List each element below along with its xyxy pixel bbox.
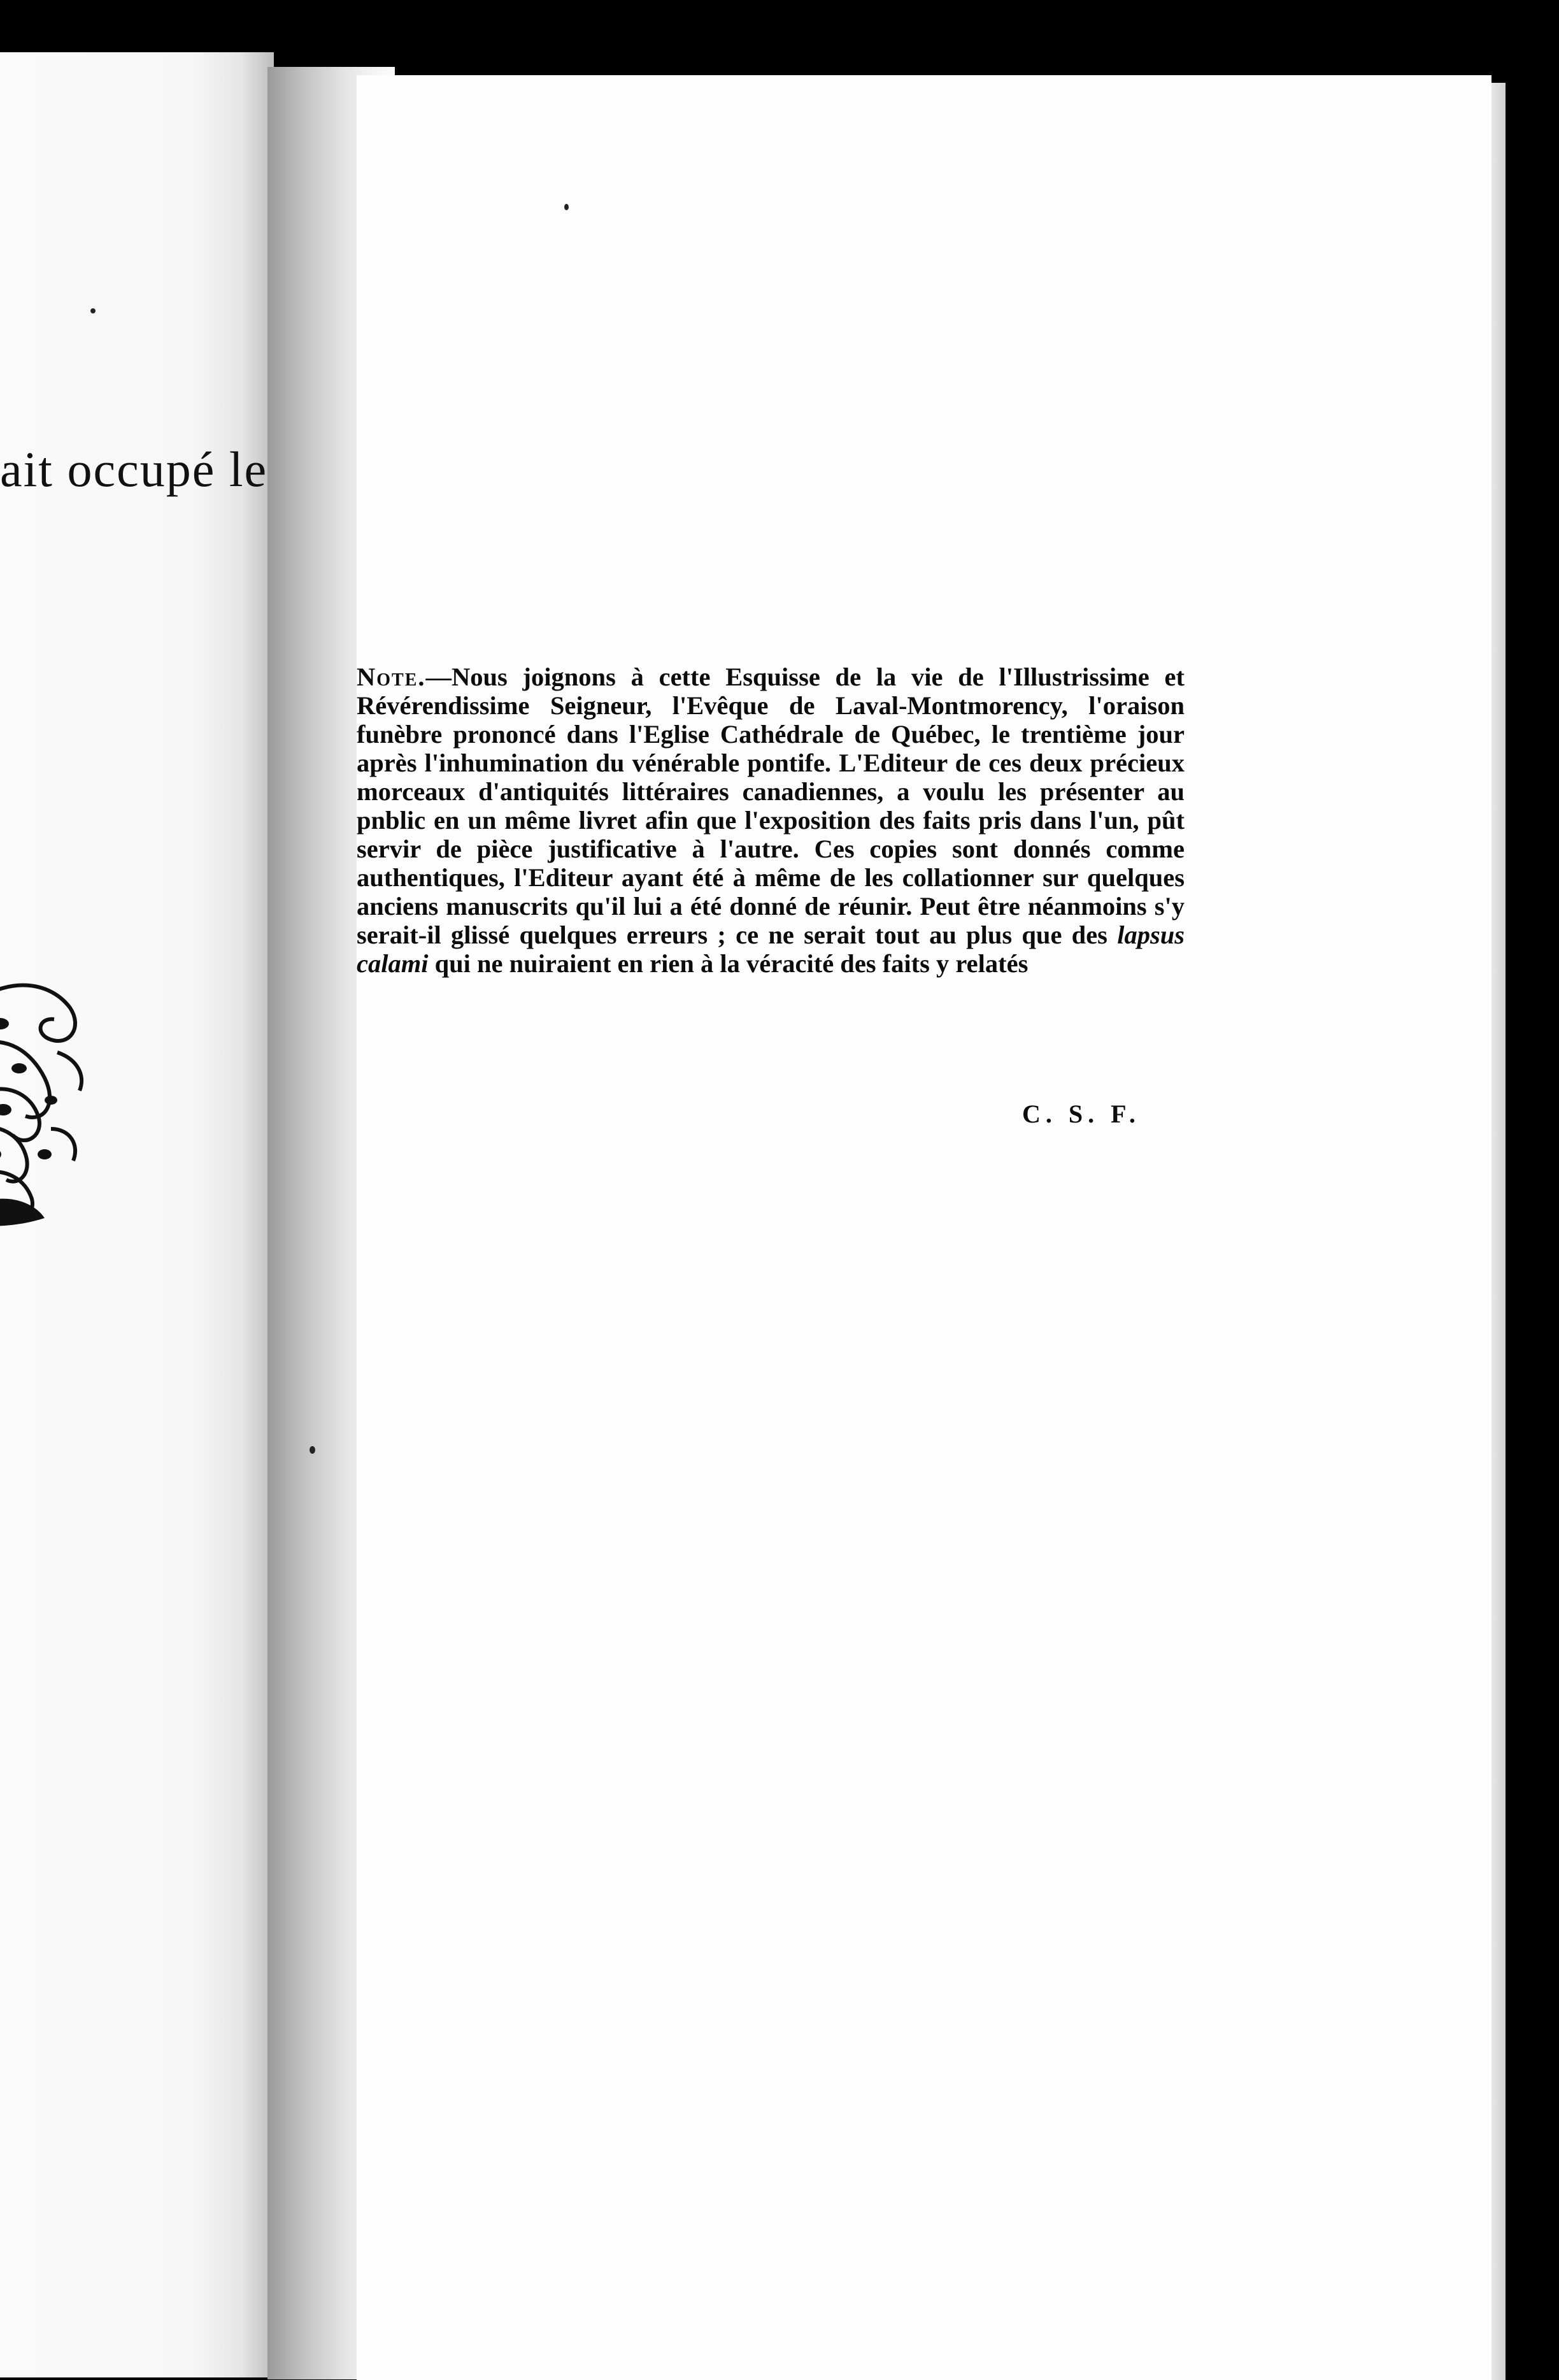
note-italic: lapsus calami bbox=[357, 921, 1185, 978]
right-page bbox=[357, 75, 1491, 2380]
note-body-1: —Nous joignons à cette Esquisse de la vie de l'Illustrissime et Révérendissime Seigneur, l'Evêque de Laval-Montmorency, l'oraison funèbre prononcé dans l'Eglise Cathédrale de Québec, le trentième jour après l'inhumination du vénérable pontife. L'Editeur de ces deux précieux morceaux d'antiquités littéraires canadiennes, a voulu les présenter au pnblic en un même livret afin que l'exposition des faits pris dans l'un, pût servir de pièce justificative à l'autre. Ces copies sont donnés comme authentiques, l'Editeur ayant été à même de les collationner sur quelques anciens manuscrits qu'il lui a été donné de réunir. Peut être néanmoins s'y serait-il glissé quelques erreurs ; ce ne serait tout au plus que des bbox=[357, 663, 1185, 949]
ornament-vignette bbox=[0, 963, 115, 1231]
left-page bbox=[0, 52, 274, 2377]
speck bbox=[564, 204, 569, 210]
note-lead: Note. bbox=[357, 663, 426, 691]
page-edge bbox=[1491, 83, 1506, 2380]
speck bbox=[90, 308, 96, 313]
note-body-2: qui ne nuiraient en rien à la véracité des faits y relatés bbox=[428, 949, 1029, 978]
speck bbox=[310, 1446, 315, 1454]
signature-initials: C. S. F. bbox=[1022, 1100, 1141, 1128]
left-page-text-fragment: ait occupé le bbox=[0, 441, 268, 497]
editor-note bbox=[357, 663, 1185, 978]
